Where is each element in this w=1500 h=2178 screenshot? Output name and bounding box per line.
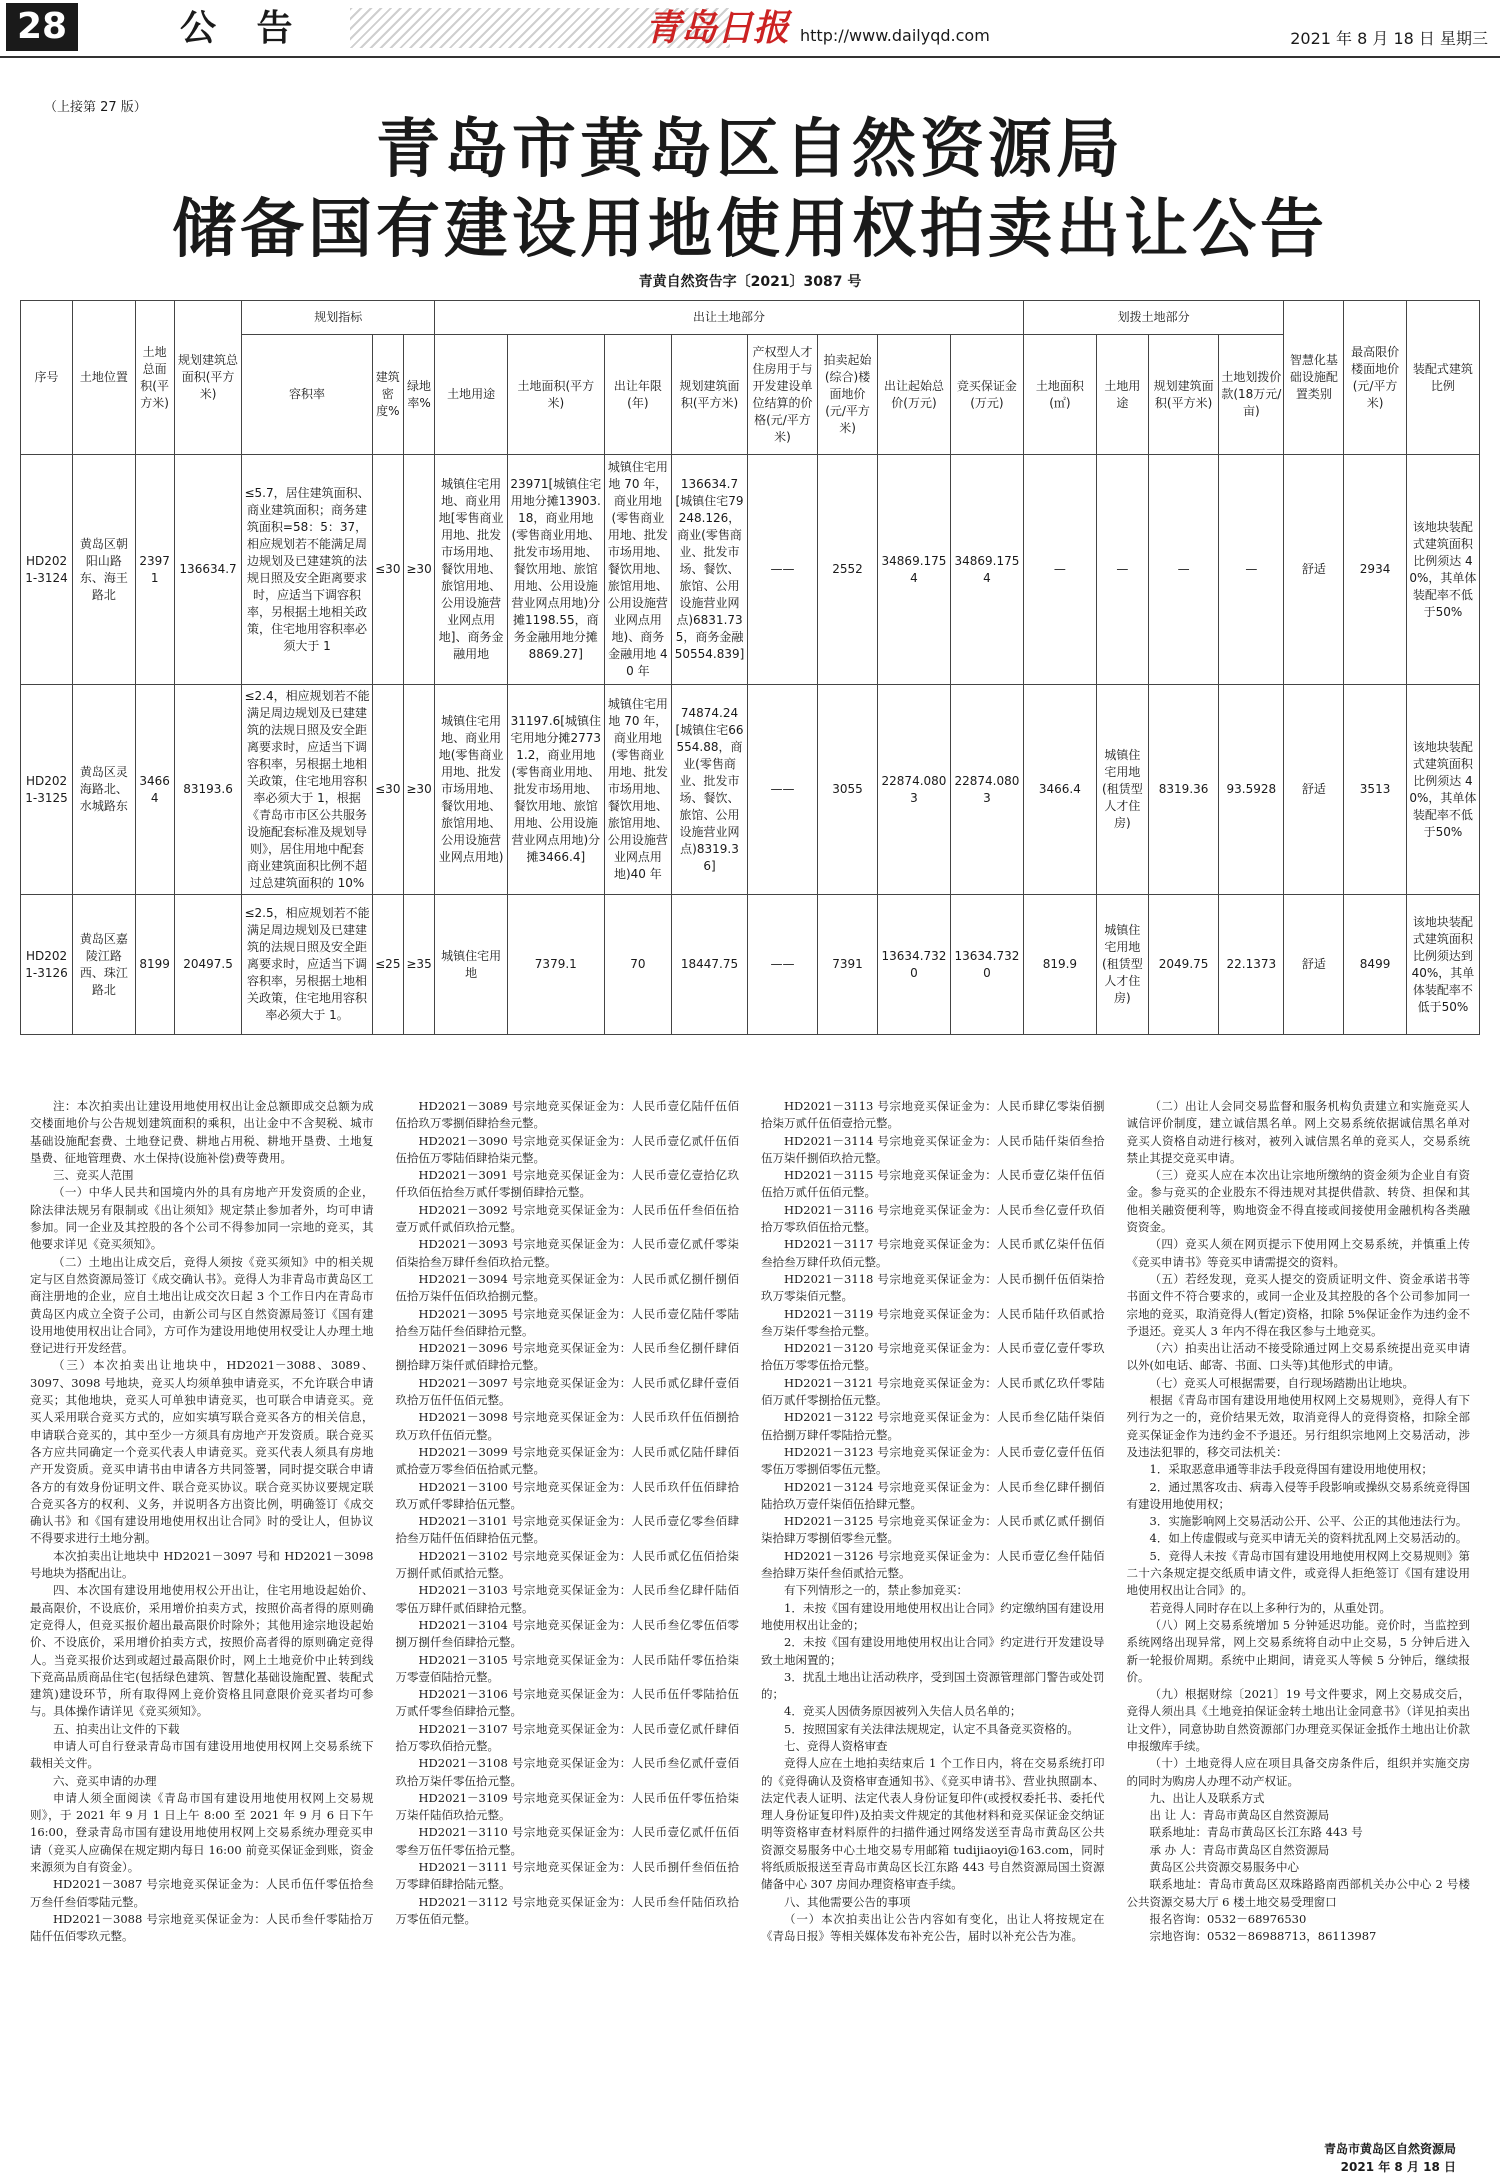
- cell-a-price: 22.1373: [1219, 895, 1284, 1035]
- cell-total-floor: 20497.5: [174, 895, 242, 1035]
- body-paragraph: （八）网上交易系统增加 5 分钟延迟功能。竞价时，当监控到系统网络出现异常，网上交易系统将自动中止交易，5 分钟后进入新一轮报价周期。系统中止期间，请竞买人等候 5 分钟后，继续报价。: [1126, 1617, 1470, 1684]
- cell-smart: 舒适: [1284, 685, 1344, 895]
- body-paragraph: 4．竞买人因债务原因被列入失信人员名单的；: [784, 1704, 1022, 1719]
- body-paragraph: 本次拍卖出让地块中 HD2021－3097 号和 HD2021－3098 号地块为搭配出让。: [30, 1548, 374, 1581]
- body-paragraph: （二）土地出让成交后，竞得人须按《竞买须知》中的相关规定与区自然资源局签订《成交确认书》。竞得人为非青岛市黄岛区工商注册地的企业，应自土地出让成交次日起 3 个工作日内在青岛市黄岛区内成立全资子公司，由新公司与区自然资源局签订《国有建设用地使用权出让合同》，方可作为建设用地使用权受让人办理土地登记进行开发经营。: [30, 1254, 374, 1356]
- col-start-floor: 拍卖起始(综合)楼面地价(元/平方米): [818, 335, 878, 455]
- body-paragraph: HD2021－3104 号宗地竞买保证金为：人民币叁亿零伍佰零捌万捌仟叁佰肆拾元整。: [395, 1617, 739, 1650]
- cell-start-total: 22874.0803: [878, 685, 951, 895]
- body-paragraph: HD2021－3115 号宗地竞买保证金为：人民币壹亿柒仟伍佰伍拾万贰仟伍佰元整。: [761, 1168, 1105, 1200]
- cell-far: ≤5.7，居住建筑面积、商业建筑面积；商务建筑面积=58：5：37，相应规划若不能满足周边规划及已建建筑的法规日照及安全距离要求时，应适当下调容积率，另根据土地相关政策，住宅地用容积率必须大于 1: [242, 455, 372, 685]
- signature-date: 2021 年 8 月 18 日: [1340, 2160, 1456, 2174]
- cell-density: ≤30: [372, 685, 403, 895]
- body-paragraph: HD2021－3124 号宗地竞买保证金为：人民币叁亿肆仟捌佰陆拾玖万壹仟柒佰伍拾肆元整。: [761, 1479, 1105, 1511]
- cell-use: 城镇住宅用地、商业用地(零售商业用地、批发市场用地、餐饮用地、旅馆用地、公用设施营业网点用地): [435, 685, 508, 895]
- col-smart: 智慧化基础设施配置类别: [1284, 301, 1344, 455]
- announcement-body-text: [30, 1098, 1470, 2150]
- body-paragraph: HD2021－3122 号宗地竞买保证金为：人民币叁亿陆仟柒佰伍拾捌万肆仟零陆拾元整。: [761, 1410, 1105, 1442]
- col-area: 土地面积(平方米): [508, 335, 604, 455]
- body-paragraph: 5．按照国家有关法律法规规定，认定不具备竞买资格的。: [784, 1721, 1079, 1736]
- body-paragraph: HD2021－3121 号宗地竞买保证金为：人民币贰亿玖仟零陆佰万贰仟零捌拾伍元整。: [761, 1375, 1105, 1408]
- cell-far: ≤2.4，相应规划若不能满足周边规划及已建建筑的法规日照及安全距离要求时，应适当下调容积率，另根据土地相关政策，住宅地用容积率必须大于 1，根据《青岛市市区公共服务设施配套标准及规划导则》，居住用地中配套商业建筑面积比例不超过总建筑面积的 10%: [242, 685, 372, 895]
- newspaper-logo: 青岛日报: [645, 7, 790, 49]
- cell-seq: HD2021-3124: [21, 455, 73, 685]
- cell-prefab: 该地块装配式建筑面积比例须达 40%，其单体装配率不低于50%: [1406, 455, 1479, 685]
- col-location: 土地位置: [73, 301, 136, 455]
- body-paragraph: （一）中华人民共和国境内外的具有房地产开发资质的企业，除法律法规另有限制或《出让须知》规定禁止参加者外，均可申请参加。同一企业及其控股的各个公司不得参加同一宗地的竞买，其他要求详见《竞买须知》。: [30, 1185, 374, 1252]
- cell-deposit: 22874.0803: [950, 685, 1023, 895]
- body-paragraph: 1．未按《国有建设用地使用权出让合同》约定缴纳国有建设用地使用权出让金的；: [761, 1600, 1105, 1632]
- cell-far: ≤2.5，相应规划若不能满足周边规划及已建建筑的法规日照及安全距离要求时，应适当下调容积率，另根据土地相关政策，住宅地用容积率必须大于 1。: [242, 895, 372, 1035]
- cell-a-area: 3466.4: [1023, 685, 1096, 895]
- body-paragraph: （二）出让人会同交易监督和服务机构负责建立和实施竞买人诚信评价制度，建立诚信黑名单。网上交易系统依据诚信黑名单对竞买人资格自动进行核对，被列入诚信黑名单的竞买人，交易系统禁止其提交竞买申请。: [1126, 1099, 1470, 1165]
- col-total-area: 土地总面积(平方米): [135, 301, 174, 455]
- body-paragraph: HD2021－3095 号宗地竞买保证金为：人民币壹亿陆仟零陆拾叁万陆仟叁佰肆拾元整。: [395, 1306, 739, 1338]
- cell-green: ≥30: [403, 455, 434, 685]
- body-paragraph: HD2021－3120 号宗地竞买保证金为：人民币壹亿壹仟零玖拾伍万零零伍拾元整。: [761, 1341, 1105, 1373]
- col-a-price: 土地划拨价款(18万元/亩): [1219, 335, 1284, 455]
- body-paragraph: 联系地址：青岛市黄岛区长江东路 443 号: [1149, 1825, 1363, 1840]
- body-paragraph: HD2021－3106 号宗地竞买保证金为：人民币伍仟零陆拾伍万贰仟零叁佰肆拾元整。: [395, 1687, 739, 1719]
- body-paragraph: HD2021－3100 号宗地竞买保证金为：人民币玖仟伍佰肆拾玖万贰仟零肆拾伍元整。: [395, 1479, 739, 1511]
- cell-a-floor: —: [1148, 455, 1218, 685]
- body-paragraph: HD2021－3096 号宗地竞买保证金为：人民币叁亿捌仟肆佰捌拾肆万柒仟贰佰肆拾元整。: [395, 1341, 739, 1373]
- table-row: [21, 455, 1480, 685]
- body-paragraph: 八、其他需要公告的事项: [784, 1894, 911, 1909]
- body-paragraph: （九）根据财综〔2021〕19 号文件要求，网上交易成交后，竞得人须出具《土地竞拍保证金转土地出让金同意书》（详见拍卖出让文件），同意协助自然资源部门办理竞买保证金抵作土地出让价款申报缴库手续。: [1126, 1687, 1470, 1753]
- page-header: [0, 0, 1500, 58]
- body-paragraph: HD2021－3091 号宗地竞买保证金为：人民币壹亿壹拾亿玖仟玖佰伍拾叁万贰仟零捌佰肆拾元整。: [395, 1168, 739, 1200]
- body-paragraph: 三、竞买人范围: [53, 1168, 134, 1183]
- cell-smart: 舒适: [1284, 895, 1344, 1035]
- cell-a-use: —: [1096, 455, 1148, 685]
- cell-prefab: 该地块装配式建筑面积比例须达到 40%，其单体装配率不低于50%: [1406, 895, 1479, 1035]
- group-planning: 规划指标: [242, 301, 435, 335]
- cell-start-floor: 7391: [818, 895, 878, 1035]
- cell-a-floor: 8319.36: [1148, 685, 1218, 895]
- body-paragraph: HD2021－3109 号宗地竞买保证金为：人民币伍仟零伍拾柒万柒仟陆佰玖拾元整。: [395, 1790, 739, 1823]
- cell-green: ≥30: [403, 685, 434, 895]
- body-paragraph: （三）本次拍卖出让地块中，HD2021－3088、3089、3097、3098 号地块，竞买人均须单独申请竞买，不允许联合申请竞买；其他地块，竞买人可单独申请竞买，也可联合申请竞买。竞买人采用联合竞买方式的，应如实填写联合竞买各方的相关信息，申请联合竞买的，其中至少一方须具有房地产开发资质。联合竞买各方应共同确定一个竞买代表人申请竞买。竞买代表人须具有房地产开发资质。竞买申请书由申请各方共同签署，同时提交联合申请各方的有效身份证明文件、联合竞买协议。联合竞买协议要规定联合竞买各方的权利、义务，并说明各方出资比例，明确签订《成交确认书》和《国有建设用地使用权出让合同》时的受让人，但协议不得要求进行土地分割。: [30, 1358, 374, 1546]
- issue-date: 2021 年 8 月 18 日 星期三: [1290, 29, 1488, 48]
- body-paragraph: HD2021－3119 号宗地竞买保证金为：人民币陆仟玖佰贰拾叁万柒仟零叁拾元整。: [761, 1306, 1105, 1338]
- body-paragraph: 申请人须全面阅读《青岛市国有建设用地使用权网上交易规则》，于 2021 年 9 月 1 日上午 8:00 至 2021 年 9 月 6 日下午 16:00，登录青岛市国有建设用地使用权网上交易系统办理竞买申请（竞买人应确保在规定期内每日 16:00 前竞买保证金到账，资金来源须为自有资金）。: [30, 1790, 374, 1875]
- group-allocation: 划拨土地部分: [1023, 301, 1284, 335]
- col-a-use: 土地用途: [1096, 335, 1148, 455]
- table-row: [21, 685, 1480, 895]
- col-far: 容积率: [242, 335, 372, 455]
- cell-talent: ——: [747, 455, 817, 685]
- col-floor: 规划建筑面积(平方米): [672, 335, 748, 455]
- body-paragraph: HD2021－3123 号宗地竞买保证金为：人民币壹亿壹仟伍佰零伍万零捌佰零伍元整。: [761, 1444, 1105, 1477]
- body-paragraph: HD2021－3099 号宗地竞买保证金为：人民币贰亿陆仟肆佰贰拾壹万零叁佰伍拾贰元整。: [395, 1444, 739, 1477]
- col-deposit: 竞买保证金(万元): [950, 335, 1023, 455]
- body-paragraph: 出 让 人：青岛市黄岛区自然资源局: [1149, 1808, 1330, 1823]
- body-paragraph: HD2021－3114 号宗地竞买保证金为：人民币陆仟柒佰叁拾伍万柒仟捌佰玖拾元整。: [761, 1133, 1105, 1165]
- body-paragraph: HD2021－3105 号宗地竞买保证金为：人民币陆仟零伍拾柒万零壹佰陆拾元整。: [395, 1652, 739, 1684]
- col-density: 建筑密度%: [372, 335, 403, 455]
- cell-smart: 舒适: [1284, 455, 1344, 685]
- body-paragraph: 五、拍卖出让文件的下载: [53, 1721, 180, 1736]
- cell-prefab: 该地块装配式建筑面积比例须达 40%，其单体装配率不低于50%: [1406, 685, 1479, 895]
- col-years: 出让年限(年): [604, 335, 672, 455]
- cell-total-floor: 136634.7: [174, 455, 242, 685]
- cell-a-price: 93.5928: [1219, 685, 1284, 895]
- body-paragraph: HD2021－3126 号宗地竞买保证金为：人民币壹亿叁仟陆佰叁拾肆万柒仟叁佰贰拾元整。: [761, 1548, 1105, 1581]
- cell-floor: 136634.7[城镇住宅79248.126，商业(零售商业、批发市场、餐饮、旅馆、公用设施营业网点)6831.735，商务金融50554.839]: [672, 455, 748, 685]
- body-paragraph: （七）竞买人可根据需要，自行现场踏勘出让地块。: [1149, 1375, 1414, 1390]
- body-paragraph: 九、出让人及联系方式: [1149, 1790, 1265, 1805]
- cell-start-total: 34869.1754: [878, 455, 951, 685]
- body-paragraph: HD2021－3112 号宗地竞买保证金为：人民币叁仟陆佰玖拾万零伍佰元整。: [395, 1894, 739, 1926]
- cell-total-area: 23971: [135, 455, 174, 685]
- body-paragraph: 六、竞买申请的办理: [53, 1773, 157, 1788]
- cell-area: 31197.6[城镇住宅用地分摊27731.2，商业用地(零售商业用地、批发市场用地、餐饮用地、旅馆用地、公用设施营业网点用地)分摊3466.4]: [508, 685, 604, 895]
- section-title: 公 告: [180, 7, 307, 49]
- cell-years: 城镇住宅用地 70 年，商业用地(零售商业用地、批发市场用地、餐饮用地、旅馆用地、公用设施营业网点用地)40 年: [604, 685, 672, 895]
- cell-years: 城镇住宅用地 70 年，商业用地(零售商业用地、批发市场用地、餐饮用地、旅馆用地、公用设施营业网点用地)、商务金融用地 40 年: [604, 455, 672, 685]
- body-paragraph: 若竞得人同时存在以上多种行为的，从重处罚。: [1149, 1600, 1391, 1615]
- cell-start-total: 13634.7320: [878, 895, 951, 1035]
- body-paragraph: 竞得人应在土地拍卖结束后 1 个工作日内，将在交易系统打印的《竞得确认及资格审查通知书》、《竞买申请书》、营业执照副本、法定代表人证明、法定代表人身份证复印件(或授权委托书、委托代理人身份证复印件)及拍卖文件规定的其他材料和竞买保证金交纳证明等资格审查材料原件的扫描件通过网络发送至青岛市黄岛区公共资源交易服务中心土地交易专用邮箱 tudijiaoyi@163.com，同时将纸质版报送至青岛市黄岛区长江东路 443 号自然资源局国土资源储备中心 307 房间办理资格审查手续。: [761, 1756, 1105, 1892]
- col-use: 土地用途: [435, 335, 508, 455]
- body-paragraph: 黄岛区公共资源交易服务中心: [1149, 1860, 1299, 1875]
- cell-deposit: 13634.7320: [950, 895, 1023, 1035]
- col-max-floor: 最高限价楼面地价(元/平方米): [1344, 301, 1407, 455]
- cell-floor: 74874.24[城镇住宅66554.88，商业(零售商业、批发市场、餐饮、旅馆、公用设施营业网点)8319.36]: [672, 685, 748, 895]
- signature-block: [1324, 2140, 1456, 2176]
- cell-max-floor: 2934: [1344, 455, 1407, 685]
- body-paragraph: HD2021－3103 号宗地竞买保证金为：人民币叁亿肆仟陆佰零伍万肆仟贰佰肆拾元整。: [395, 1583, 739, 1615]
- cell-seq: HD2021-3125: [21, 685, 73, 895]
- cell-a-floor: 2049.75: [1148, 895, 1218, 1035]
- body-paragraph: 注：本次拍卖出让建设用地使用权出让金总额即成交总额为成交楼面地价与公告规划建筑面积的乘积，出让金中不含契税、城市基础设施配套费、土地登记费、耕地占用税、耕地开垦费、土地复垦费、征地管理费、水土保持(设施补偿)费等费用。: [30, 1099, 374, 1165]
- newspaper-url[interactable]: http://www.dailyqd.com: [800, 26, 990, 45]
- cell-total-floor: 83193.6: [174, 685, 242, 895]
- body-paragraph: 有下列情形之一的，禁止参加竞买：: [784, 1583, 968, 1598]
- cell-a-area: 819.9: [1023, 895, 1096, 1035]
- cell-green: ≥35: [403, 895, 434, 1035]
- body-paragraph: HD2021－3107 号宗地竞买保证金为：人民币壹亿贰仟肆佰拾万零玖佰拾元整。: [395, 1721, 739, 1753]
- body-paragraph: HD2021－3118 号宗地竞买保证金为：人民币捌仟伍佰柒拾玖万零柒佰元整。: [761, 1271, 1105, 1304]
- body-paragraph: 2．未按《国有建设用地使用权出让合同》约定进行开发建设导致土地闲置的；: [761, 1635, 1105, 1667]
- cell-seq: HD2021-3126: [21, 895, 73, 1035]
- body-paragraph: 申请人可自行登录青岛市国有建设用地使用权网上交易系统下载相关文件。: [30, 1738, 374, 1771]
- body-paragraph: 3．扰乱土地出让活动秩序，受到国土资源管理部门警告或处罚的；: [761, 1669, 1105, 1702]
- body-paragraph: HD2021－3094 号宗地竞买保证金为：人民币贰亿捌仟捌佰伍拾万柒仟伍佰玖拾捌元整。: [395, 1271, 739, 1304]
- cell-use: 城镇住宅用地、商业用地[零售商业用地、批发市场用地、餐饮用地、旅馆用地、公用设施营业网点用地]、商务金融用地: [435, 455, 508, 685]
- body-paragraph: （四）竞买人须在网页提示下使用网上交易系统，并慎重上传《竞买申请书》等竞买申请需提交的资料。: [1126, 1237, 1470, 1269]
- cell-density: ≤25: [372, 895, 403, 1035]
- body-paragraph: HD2021－3108 号宗地竞买保证金为：人民币叁亿贰仟壹佰玖拾万柒仟零伍拾元整。: [395, 1756, 739, 1788]
- body-paragraph: HD2021－3102 号宗地竞买保证金为：人民币贰亿伍佰拾柒万捌仟贰佰贰拾元整。: [395, 1548, 739, 1581]
- body-paragraph: 2．通过黑客攻击、病毒入侵等手段影响或操纵交易系统竞得国有建设用地使用权；: [1126, 1479, 1470, 1511]
- body-paragraph: （十）土地竞得人应在项目具备交房条件后，组织并实施交房的同时为购房人办理不动产权证。: [1126, 1756, 1470, 1788]
- body-paragraph: 4．如上传虚假或与竞买申请无关的资料扰乱网上交易活动的。: [1149, 1531, 1468, 1546]
- cell-total-area: 8199: [135, 895, 174, 1035]
- cell-years: 70: [604, 895, 672, 1035]
- body-paragraph: HD2021－3093 号宗地竞买保证金为：人民币壹亿贰仟零柒佰柒拾叁万肆仟叁佰玖拾元整。: [395, 1237, 739, 1269]
- document-number: 青黄自然资告字〔2021〕3087 号: [638, 274, 862, 290]
- cell-a-price: —: [1219, 455, 1284, 685]
- cell-total-area: 34664: [135, 685, 174, 895]
- cell-density: ≤30: [372, 455, 403, 685]
- body-paragraph: 七、竞得人资格审查: [784, 1738, 888, 1753]
- body-paragraph: （三）竞买人应在本次出让宗地所缴纳的资金须为企业自有资金。参与竞买的企业股东不得违规对其提供借款、转贷、担保和其他相关融资便利等，购地资金不得直接或间接使用金融机构各类融资资金。: [1126, 1168, 1470, 1235]
- body-paragraph: 四、本次国有建设用地使用权公开出让，住宅用地设起始价、最高限价，不设底价，采用增价拍卖方式，按照价高者得的原则确定竞得人，但竞买报价超出最高限价时除外；其他用途宗地设起始价、不设底价，采用增价拍卖方式，按照价高者得的原则确定竞得人。当竞买报价达到或超过最高限价时，网上土地竞价中止转到线下竞高品质商品住宅(包括绿色建筑、智慧化基础设施配置、装配式建筑)建设环节，所有取得网上竞价资格且同意限价竞买者均可参与。具体操作请详见《竞买须知》。: [30, 1583, 374, 1719]
- page-number: 28: [6, 3, 78, 51]
- body-paragraph: HD2021－3098 号宗地竞买保证金为：人民币玖仟伍佰捌拾玖万玖仟伍佰元整。: [395, 1410, 739, 1442]
- cell-use: 城镇住宅用地: [435, 895, 508, 1035]
- col-prefab: 装配式建筑比例: [1406, 301, 1479, 455]
- body-paragraph: 1．采取恶意串通等非法手段竞得国有建设用地使用权；: [1149, 1462, 1433, 1477]
- cell-location: 黄岛区朝阳山路东、海王路北: [73, 455, 136, 685]
- body-paragraph: HD2021－3090 号宗地竞买保证金为：人民币壹亿贰仟伍佰伍拾伍万零陆佰肆拾柒元整。: [395, 1133, 739, 1165]
- cell-area: 23971[城镇住宅用地分摊13903.18，商业用地(零售商业用地、批发市场用地、餐饮用地、旅馆用地、公用设施营业网点用地)分摊1198.55，商务金融用地分摊8869.27]: [508, 455, 604, 685]
- body-paragraph: HD2021－3097 号宗地竞买保证金为：人民币贰亿肆仟壹佰玖拾万伍仟伍佰元整。: [395, 1375, 739, 1408]
- cell-a-area: —: [1023, 455, 1096, 685]
- cell-max-floor: 3513: [1344, 685, 1407, 895]
- cell-location: 黄岛区灵海路北、水城路东: [73, 685, 136, 895]
- group-transfer: 出让土地部分: [435, 301, 1024, 335]
- body-paragraph: （一）本次拍卖出让公告内容如有变化，出让人将按规定在《青岛日报》等相关媒体发布补充公告，届时以补充公告为准。: [761, 1911, 1105, 1944]
- col-start-total: 出让起始总价(万元): [878, 335, 951, 455]
- table-row: [21, 895, 1480, 1035]
- col-green: 绿地率%: [403, 335, 434, 455]
- cell-floor: 18447.75: [672, 895, 748, 1035]
- cell-talent: ——: [747, 895, 817, 1035]
- body-paragraph: HD2021－3111 号宗地竞买保证金为：人民币捌仟叁佰伍拾万零肆佰肆拾陆元整。: [395, 1860, 739, 1892]
- cell-a-use: 城镇住宅用地(租赁型人才住房): [1096, 685, 1148, 895]
- body-paragraph: 联系地址：青岛市黄岛区双珠路路南西部机关办公中心 2 号楼公共资源交易大厅 6 楼土地交易受理窗口: [1126, 1877, 1470, 1909]
- body-paragraph: 3．实施影响网上交易活动公开、公平、公正的其他违法行为。: [1149, 1514, 1468, 1529]
- cell-location: 黄岛区嘉陵江路西、珠江路北: [73, 895, 136, 1035]
- body-paragraph: HD2021－3087 号宗地竞买保证金为：人民币伍仟零伍拾叁万叁仟叁佰零陆元整。: [30, 1877, 374, 1909]
- cell-max-floor: 8499: [1344, 895, 1407, 1035]
- announcement-title-line2: 储备国有建设用地使用权拍卖出让公告: [172, 192, 1328, 267]
- body-paragraph: 承 办 人：青岛市黄岛区自然资源局: [1149, 1842, 1330, 1857]
- body-paragraph: 根据《青岛市国有建设用地使用权网上交易规则》，竞得人有下列行为之一的，竞价结果无效，取消竞得人的竞得资格，扣除全部竞买保证金作为违约金不予退还。另行组织宗地网上交易活动，涉及违法犯罪的，移交司法机关：: [1126, 1393, 1470, 1459]
- body-paragraph: 报名咨询：0532－68976530: [1149, 1911, 1307, 1926]
- cell-deposit: 34869.1754: [950, 455, 1023, 685]
- cell-start-floor: 3055: [818, 685, 878, 895]
- body-paragraph: HD2021－3110 号宗地竞买保证金为：人民币壹亿贰仟伍佰零叁万伍仟零伍拾元整。: [395, 1825, 739, 1857]
- cell-talent: ——: [747, 685, 817, 895]
- col-talent: 产权型人才住房用于与开发建设单位结算的价格(元/平方米): [747, 335, 817, 455]
- col-total-floor: 规划建筑总面积(平方米): [174, 301, 242, 455]
- body-paragraph: （五）若经发现，竞买人提交的资质证明文件、资金承诺书等书面文件不符合要求的，或同一企业及其控股的各个公司参加同一宗地的竞买，取消竞得人(暂定)资格，扣除 5%保证金作为违约金不予退还。竞买人 3 年内不得在我区参与土地竞买。: [1126, 1271, 1470, 1338]
- body-paragraph: HD2021－3113 号宗地竞买保证金为：人民币肆亿零柒佰捌拾柒万贰仟伍佰壹拾元整。: [761, 1099, 1105, 1131]
- cell-start-floor: 2552: [818, 455, 878, 685]
- body-paragraph: HD2021－3116 号宗地竞买保证金为：人民币叁亿壹仟玖佰拾万零玖佰伍拾元整。: [761, 1202, 1105, 1235]
- col-a-floor: 规划建筑面积(平方米): [1148, 335, 1218, 455]
- body-paragraph: HD2021－3092 号宗地竞买保证金为：人民币伍仟叁佰伍拾壹万贰仟贰佰玖拾元整。: [395, 1202, 739, 1235]
- continued-note: （上接第 27 版）: [44, 100, 147, 115]
- announcement-title-line1: 青岛市黄岛区自然资源局: [376, 112, 1124, 187]
- cell-area: 7379.1: [508, 895, 604, 1035]
- col-seq: 序号: [21, 301, 73, 455]
- col-a-area: 土地面积(㎡): [1023, 335, 1096, 455]
- parcel-table: [20, 300, 1480, 1035]
- signature-org: 青岛市黄岛区自然资源局: [1323, 2142, 1456, 2156]
- body-paragraph: HD2021－3117 号宗地竞买保证金为：人民币贰亿柒仟伍佰叁拾叁万肆仟玖佰元整。: [761, 1237, 1105, 1269]
- body-paragraph: （六）拍卖出让活动不接受除通过网上交易系统提出竞买申请以外(如电话、邮寄、书面、口头等)其他形式的申请。: [1126, 1341, 1470, 1373]
- body-paragraph: 宗地咨询：0532－86988713，86113987: [1149, 1929, 1377, 1944]
- body-paragraph: HD2021－3125 号宗地竞买保证金为：人民币贰亿贰仟捌佰柒拾肆万零捌佰零叁元整。: [761, 1514, 1105, 1546]
- cell-a-use: 城镇住宅用地(租赁型人才住房): [1096, 895, 1148, 1035]
- body-paragraph: 5．竞得人未按《青岛市国有建设用地使用权网上交易规则》第二十六条规定提交纸质申请文件，或竞得人拒绝签订《国有建设用地使用权出让合同》的。: [1126, 1548, 1470, 1598]
- body-paragraph: HD2021－3089 号宗地竞买保证金为：人民币壹亿陆仟伍佰伍拾玖万零捌佰肆拾叁元整。: [395, 1099, 739, 1131]
- body-paragraph: HD2021－3101 号宗地竞买保证金为：人民币壹亿零叁佰肆拾叁万陆仟伍佰肆拾伍元整。: [395, 1514, 739, 1546]
- body-paragraph: HD2021－3088 号宗地竞买保证金为：人民币叁仟零陆拾万陆仟伍佰零玖元整。: [30, 1911, 374, 1944]
